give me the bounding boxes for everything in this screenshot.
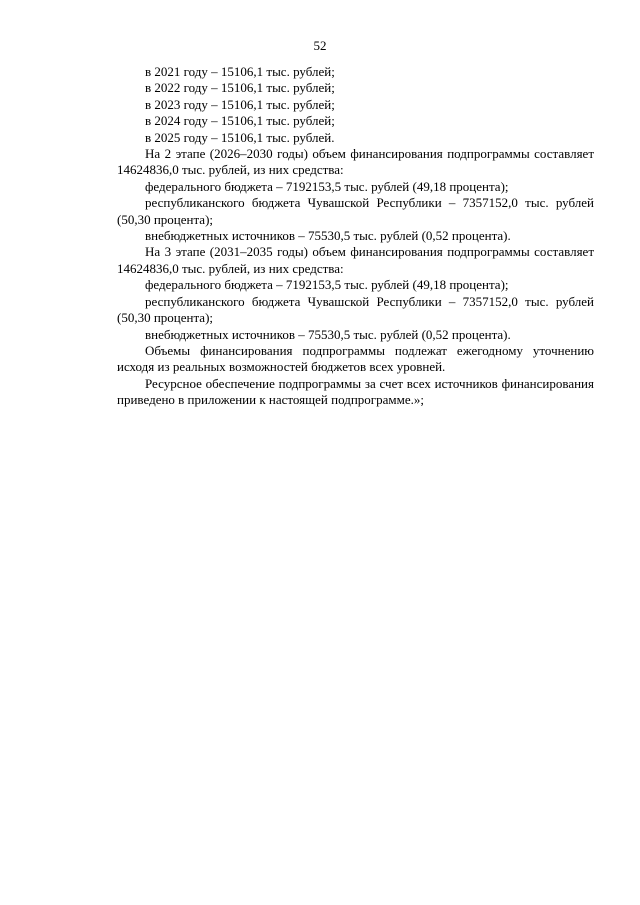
stage-3-summary: На 3 этапе (2031–2035 годы) объем финансирования подпрограммы составляет 14624836,0 тыс. рублей, из них средства: [117, 244, 594, 276]
funding-2021-line: в 2021 году – 15106,1 тыс. рублей; [145, 64, 335, 79]
stage-2-summary: На 2 этапе (2026–2030 годы) объем финансирования подпрограммы составляет 14624836,0 тыс. рублей, из них средства: [117, 146, 594, 178]
stage-2-republican-budget: республиканского бюджета Чувашской Республики – 7357152,0 тыс. рублей (50,30 процента); [117, 195, 594, 227]
funding-2024-line: в 2024 году – 15106,1 тыс. рублей; [145, 113, 335, 129]
stage-3-federal-budget: федерального бюджета – 7192153,5 тыс. рублей (49,18 процента); [145, 277, 509, 293]
funding-2025-line: в 2025 году – 15106,1 тыс. рублей. [145, 129, 335, 145]
funding-2022-line: в 2022 году – 15106,1 тыс. рублей; [145, 80, 335, 96]
stage-2-extrabudgetary: внебюджетных источников – 75530,5 тыс. рублей (0,52 процента). [145, 228, 511, 244]
funding-adjustment-note: Объемы финансирования подпрограммы подлежат ежегодному уточнению исходя из реальных возможностей бюджетов всех уровней. [117, 342, 594, 375]
stage-2-federal-budget: федерального бюджета – 7192153,5 тыс. рублей (49,18 процента); [145, 178, 509, 194]
stage-3-republican-budget: республиканского бюджета Чувашской Республики – 7357152,0 тыс. рублей (50,30 процента); [117, 293, 594, 326]
page-number: 52 [313, 38, 327, 53]
funding-2023-line: в 2023 году – 15106,1 тыс. рублей; [145, 96, 335, 112]
document-body [117, 64, 594, 409]
stage-3-extrabudgetary: внебюджетных источников – 75530,5 тыс. рублей (0,52 процента). [145, 326, 511, 342]
resource-provision-note: Ресурсное обеспечение подпрограммы за счет всех источников финансирования приведено в приложении к настоящей подпрограмме.»; [117, 375, 594, 408]
